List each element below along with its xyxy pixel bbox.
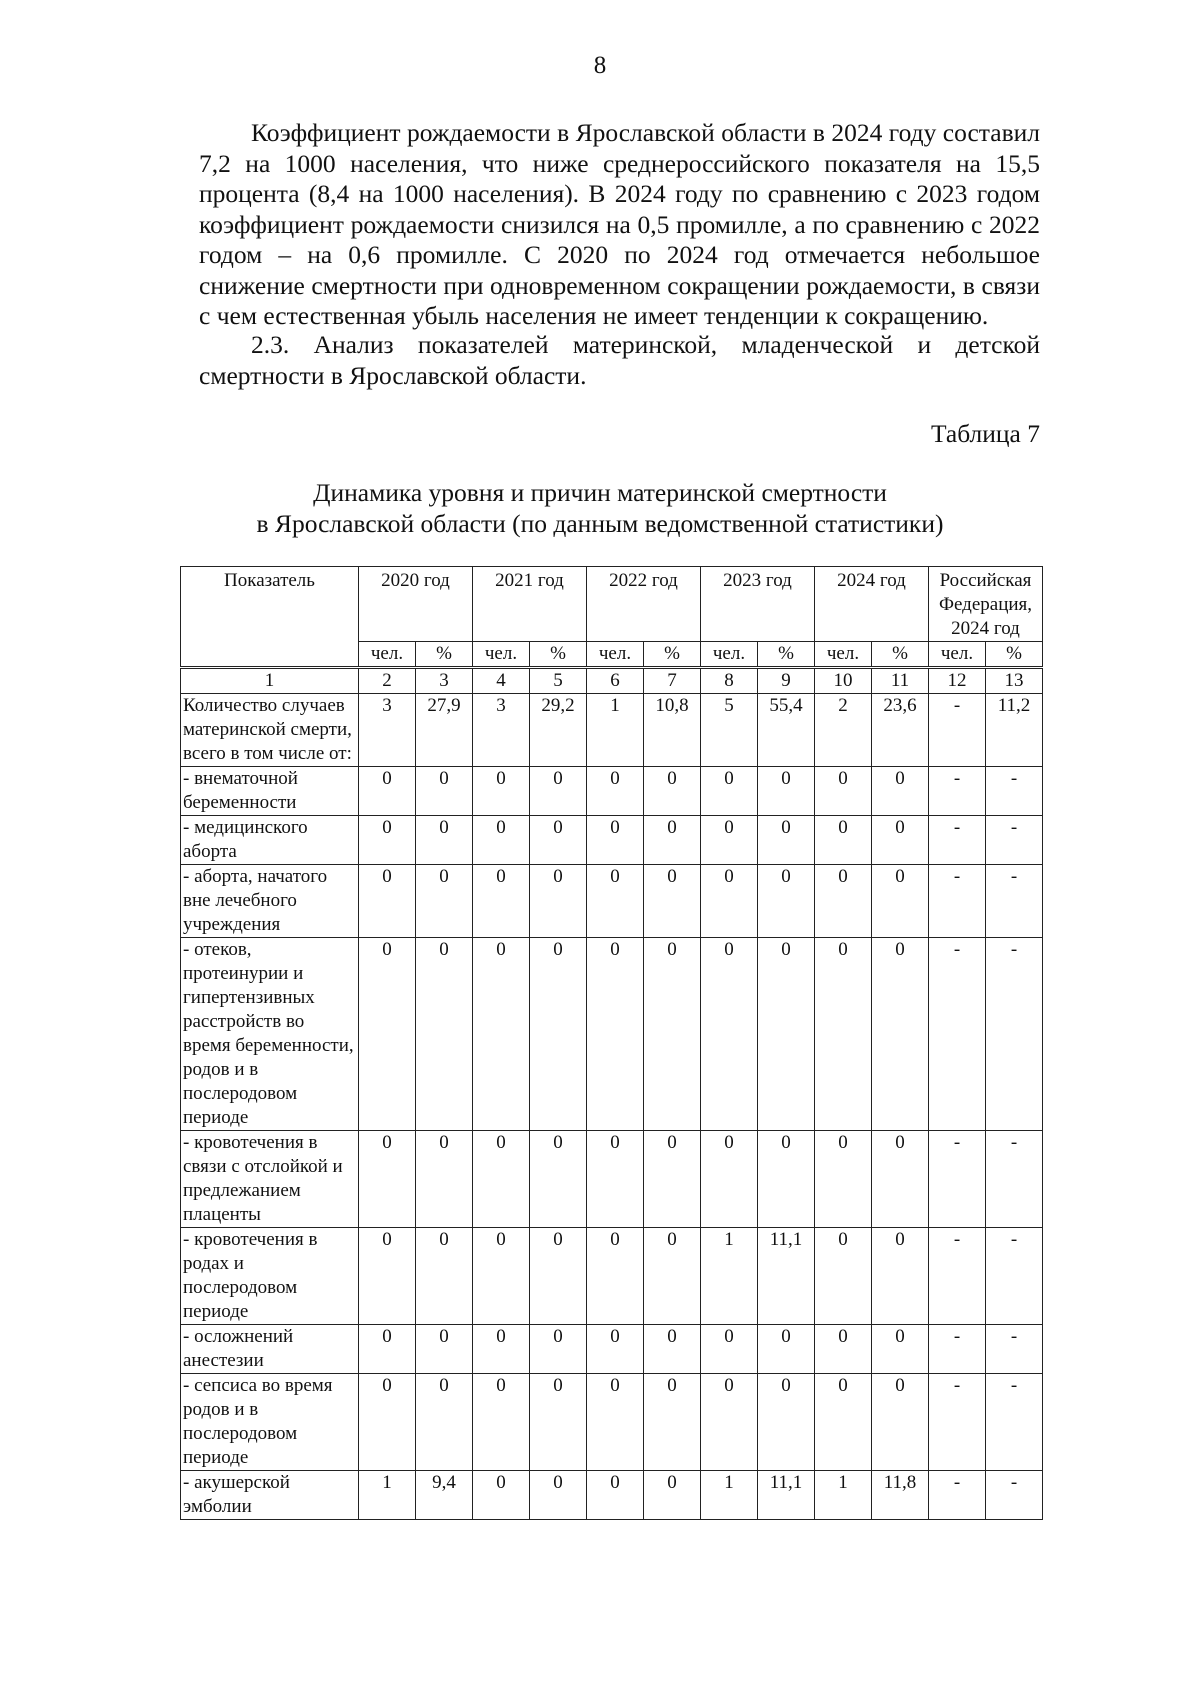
cell-value: 0 (587, 816, 644, 865)
table-row (181, 1471, 1043, 1520)
cell-value: 23,6 (872, 694, 929, 767)
table-row (181, 1325, 1043, 1374)
cell-value: 0 (644, 1228, 701, 1325)
cell-value: 11,1 (758, 1228, 815, 1325)
cell-value: 0 (587, 767, 644, 816)
cell-value: 0 (872, 767, 929, 816)
column-number: 2 (359, 668, 416, 694)
cell-value: 0 (644, 767, 701, 816)
cell-value: 0 (587, 1471, 644, 1520)
table-title (0, 478, 1200, 539)
cell-value: 0 (473, 865, 530, 938)
table-row (181, 767, 1043, 816)
cell-value: 0 (530, 865, 587, 938)
row-label: - акушерской эмболии (181, 1471, 359, 1520)
header-year-2023: 2023 год (701, 567, 815, 642)
cell-value: 1 (701, 1228, 758, 1325)
cell-value: 0 (815, 1131, 872, 1228)
cell-value: 0 (587, 865, 644, 938)
header-year-2021: 2021 год (473, 567, 587, 642)
cell-value: 0 (701, 816, 758, 865)
column-number: 7 (644, 668, 701, 694)
column-number: 12 (929, 668, 986, 694)
section-heading-2-3-text: 2.3. Анализ показателей материнской, младенческой и детской смертности в Ярославской области. (199, 330, 1040, 390)
cell-value: 3 (473, 694, 530, 767)
cell-value: 55,4 (758, 694, 815, 767)
cell-value: 0 (473, 1228, 530, 1325)
cell-value: - (986, 1131, 1043, 1228)
cell-value: 0 (644, 1131, 701, 1228)
cell-value: 0 (872, 1228, 929, 1325)
cell-value: 0 (473, 938, 530, 1131)
table-row (181, 1228, 1043, 1325)
header-unit-persons: чел. (815, 642, 872, 668)
column-number: 13 (986, 668, 1043, 694)
table-row (181, 816, 1043, 865)
column-number: 11 (872, 668, 929, 694)
cell-value: - (986, 865, 1043, 938)
cell-value: 0 (758, 865, 815, 938)
column-number: 6 (587, 668, 644, 694)
cell-value: 0 (473, 767, 530, 816)
cell-value: 0 (416, 1131, 473, 1228)
cell-value: 0 (530, 816, 587, 865)
cell-value: - (986, 767, 1043, 816)
header-year-2022: 2022 год (587, 567, 701, 642)
row-label: Количество случаев материнской смерти, всего в том числе от: (181, 694, 359, 767)
row-label: - аборта, начатого вне лечебного учреждения (181, 865, 359, 938)
header-unit-percent: % (872, 642, 929, 668)
cell-value: 0 (530, 1131, 587, 1228)
cell-value: 0 (701, 1131, 758, 1228)
cell-value: 0 (530, 767, 587, 816)
header-year-2020: 2020 год (359, 567, 473, 642)
cell-value: - (929, 1471, 986, 1520)
cell-value: 0 (473, 816, 530, 865)
header-russian-federation-2024: Российская Федерация, 2024 год (929, 567, 1043, 642)
cell-value: 10,8 (644, 694, 701, 767)
cell-value: 0 (644, 1325, 701, 1374)
cell-value: 0 (416, 865, 473, 938)
cell-value: - (929, 1374, 986, 1471)
cell-value: 1 (587, 694, 644, 767)
cell-value: 0 (815, 767, 872, 816)
table-row (181, 694, 1043, 767)
cell-value: 0 (872, 938, 929, 1131)
cell-value: 0 (416, 938, 473, 1131)
cell-value: - (929, 1325, 986, 1374)
cell-value: 0 (359, 938, 416, 1131)
cell-value: 0 (359, 1325, 416, 1374)
cell-value: 0 (587, 1374, 644, 1471)
cell-value: 0 (416, 767, 473, 816)
maternal-mortality-table (180, 566, 1043, 1520)
row-label: - внематочной беременности (181, 767, 359, 816)
column-number: 1 (181, 668, 359, 694)
column-number: 8 (701, 668, 758, 694)
cell-value: 0 (473, 1131, 530, 1228)
cell-value: 29,2 (530, 694, 587, 767)
cell-value: - (986, 1374, 1043, 1471)
cell-value: 0 (701, 1374, 758, 1471)
cell-value: 0 (530, 1325, 587, 1374)
cell-value: 0 (872, 1325, 929, 1374)
cell-value: - (986, 1228, 1043, 1325)
cell-value: 0 (872, 1131, 929, 1228)
cell-value: - (986, 938, 1043, 1131)
row-label: - кровотечения в связи с отслойкой и предлежанием плаценты (181, 1131, 359, 1228)
cell-value: - (986, 1325, 1043, 1374)
cell-value: 11,2 (986, 694, 1043, 767)
row-label: - медицинского аборта (181, 816, 359, 865)
cell-value: 0 (530, 1471, 587, 1520)
cell-value: 0 (644, 938, 701, 1131)
cell-value: - (929, 767, 986, 816)
column-number: 10 (815, 668, 872, 694)
cell-value: 0 (758, 1325, 815, 1374)
cell-value: 0 (644, 816, 701, 865)
header-unit-persons: чел. (587, 642, 644, 668)
header-unit-persons: чел. (359, 642, 416, 668)
table-title-line2: в Ярославской области (по данным ведомственной статистики) (256, 508, 944, 538)
cell-value: - (929, 816, 986, 865)
column-number: 9 (758, 668, 815, 694)
row-label: - кровотечения в родах и послеродовом периоде (181, 1228, 359, 1325)
cell-value: 0 (644, 865, 701, 938)
cell-value: 0 (701, 865, 758, 938)
cell-value: 0 (758, 1374, 815, 1471)
cell-value: 0 (758, 938, 815, 1131)
header-unit-persons: чел. (929, 642, 986, 668)
cell-value: 9,4 (416, 1471, 473, 1520)
cell-value: 0 (815, 1228, 872, 1325)
cell-value: 0 (758, 816, 815, 865)
cell-value: 0 (416, 1228, 473, 1325)
cell-value: 0 (815, 1374, 872, 1471)
column-number: 5 (530, 668, 587, 694)
cell-value: - (929, 1228, 986, 1325)
cell-value: 0 (872, 816, 929, 865)
cell-value: 0 (359, 1131, 416, 1228)
header-unit-percent: % (530, 642, 587, 668)
cell-value: 0 (644, 1471, 701, 1520)
header-unit-percent: % (986, 642, 1043, 668)
cell-value: 0 (587, 1131, 644, 1228)
cell-value: 0 (587, 1325, 644, 1374)
cell-value: 27,9 (416, 694, 473, 767)
cell-value: 1 (359, 1471, 416, 1520)
column-number: 3 (416, 668, 473, 694)
cell-value: 1 (815, 1471, 872, 1520)
section-heading-2-3 (199, 330, 1040, 391)
table-caption: Таблица 7 (930, 419, 1040, 448)
cell-value: 0 (815, 816, 872, 865)
header-year-2024: 2024 год (815, 567, 929, 642)
cell-value: 0 (758, 1131, 815, 1228)
cell-value: 0 (701, 938, 758, 1131)
cell-value: 0 (815, 865, 872, 938)
cell-value: 0 (587, 938, 644, 1131)
cell-value: - (929, 1131, 986, 1228)
table-row (181, 865, 1043, 938)
cell-value: 0 (587, 1228, 644, 1325)
cell-value: 5 (701, 694, 758, 767)
cell-value: 0 (416, 1325, 473, 1374)
table-row (181, 1374, 1043, 1471)
cell-value: 0 (815, 938, 872, 1131)
header-indicator: Показатель (181, 567, 359, 668)
cell-value: 1 (701, 1471, 758, 1520)
cell-value: 0 (872, 865, 929, 938)
cell-value: 0 (758, 767, 815, 816)
cell-value: 0 (473, 1325, 530, 1374)
table-row (181, 1131, 1043, 1228)
cell-value: 0 (815, 1325, 872, 1374)
row-label: - отеков, протеинурии и гипертензивных расстройств во время беременности, родов и в послеродовом периоде (181, 938, 359, 1131)
page-number: 8 (593, 52, 607, 79)
cell-value: 0 (644, 1374, 701, 1471)
header-unit-persons: чел. (701, 642, 758, 668)
column-number: 4 (473, 668, 530, 694)
header-unit-persons: чел. (473, 642, 530, 668)
cell-value: 11,1 (758, 1471, 815, 1520)
cell-value: 0 (359, 865, 416, 938)
header-unit-percent: % (416, 642, 473, 668)
paragraph-birth-rate (199, 118, 1040, 332)
cell-value: 0 (701, 1325, 758, 1374)
cell-value: 0 (530, 1228, 587, 1325)
cell-value: - (929, 694, 986, 767)
cell-value: 0 (530, 1374, 587, 1471)
cell-value: 3 (359, 694, 416, 767)
table-row (181, 938, 1043, 1131)
cell-value: 0 (359, 767, 416, 816)
cell-value: - (986, 816, 1043, 865)
table-title-line1: Динамика уровня и причин материнской смертности (313, 478, 887, 507)
header-unit-percent: % (644, 642, 701, 668)
row-label: - сепсиса во время родов и в послеродовом периоде (181, 1374, 359, 1471)
cell-value: - (986, 1471, 1043, 1520)
paragraph-birth-rate-text: Коэффициент рождаемости в Ярославской области в 2024 году составил 7,2 на 1000 населения, что ниже среднероссийского показателя на 15,5 процента (8,4 на 1000 населения). В 2024 году по сравнению с 2023 годом коэффициент рождаемости снизился на 0,5 промилле, а по сравнению с 2022 годом – на 0,6 промилле. С 2020 по 2024 год отмечается небольшое снижение смертности при одновременном сокращении рождаемости, в связи с чем естественная убыль населения не имеет тенденции к сокращению. (199, 118, 1040, 330)
cell-value: 0 (473, 1471, 530, 1520)
cell-value: 0 (473, 1374, 530, 1471)
header-unit-percent: % (758, 642, 815, 668)
cell-value: - (929, 865, 986, 938)
header-row-years (181, 567, 1043, 642)
cell-value: 0 (416, 816, 473, 865)
cell-value: 0 (359, 1374, 416, 1471)
cell-value: 0 (359, 1228, 416, 1325)
column-number-row (181, 668, 1043, 694)
cell-value: 0 (530, 938, 587, 1131)
cell-value: 0 (359, 816, 416, 865)
cell-value: 0 (416, 1374, 473, 1471)
cell-value: 0 (701, 767, 758, 816)
cell-value: 2 (815, 694, 872, 767)
cell-value: 11,8 (872, 1471, 929, 1520)
cell-value: 0 (872, 1374, 929, 1471)
cell-value: - (929, 938, 986, 1131)
row-label: - осложнений анестезии (181, 1325, 359, 1374)
